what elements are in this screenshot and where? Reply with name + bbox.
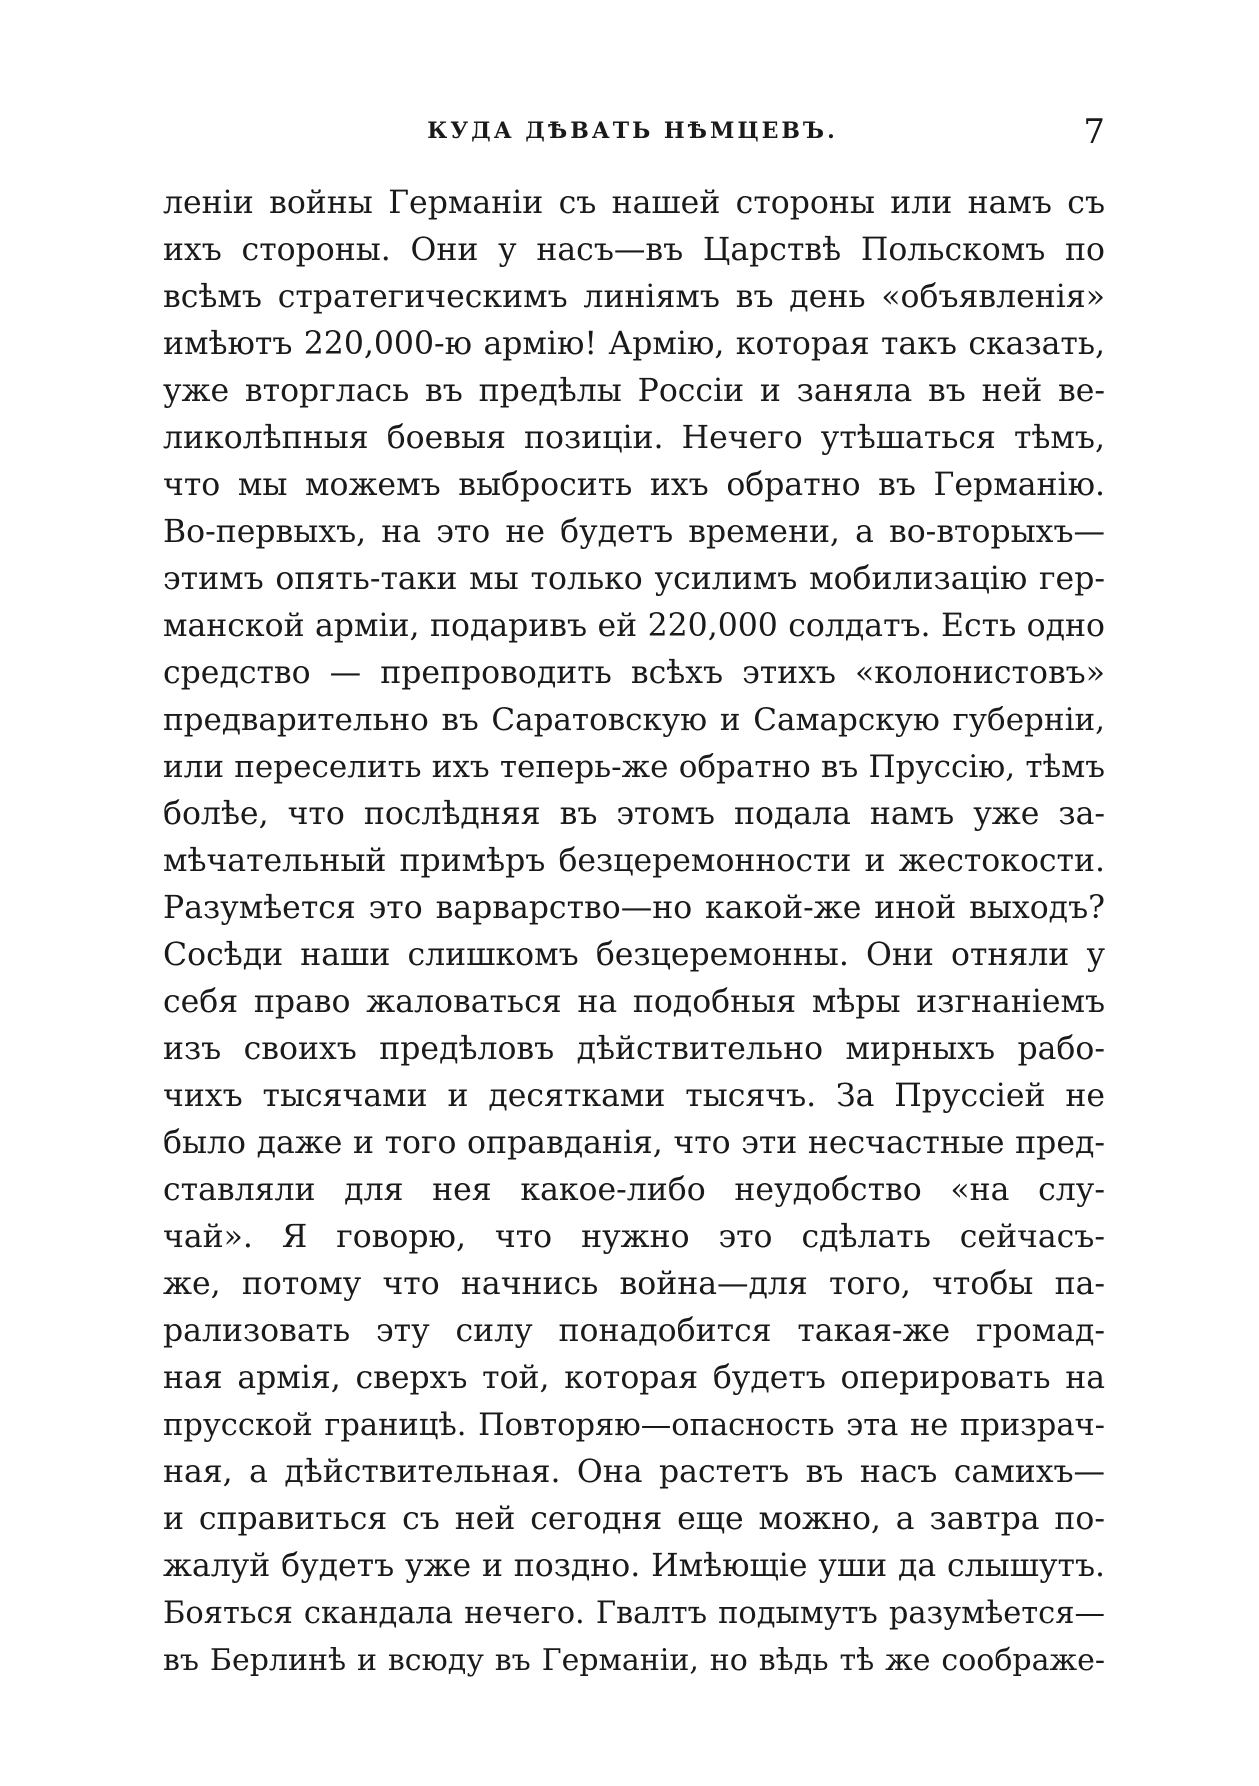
text-line: Сосѣди наши слишкомъ безцеремонны. Они отняли у (163, 937, 1105, 973)
text-line: и справиться съ ней сегодня еще можно, а завтра по- (163, 1501, 1105, 1537)
text-line: или переселить ихъ теперь-же обратно въ Пруссію, тѣмъ (163, 749, 1105, 785)
running-title: КУДА ДѢВАТЬ НѢМЦЕВЪ. (427, 118, 838, 144)
body-text (163, 180, 1105, 1684)
text-line: чай». Я говорю, что нужно это сдѣлать сейчасъ- (163, 1219, 1105, 1255)
text-line: же, потому что начнись война—для того, чтобы па- (163, 1266, 1105, 1302)
running-head (160, 112, 1105, 158)
text-line: ликолѣпныя боевыя позиціи. Нечего утѣшаться тѣмъ, (163, 420, 1105, 456)
text-line: изъ своихъ предѣловъ дѣйствительно мирныхъ рабо- (163, 1031, 1105, 1067)
text-line: предварительно въ Саратовскую и Самарскую губерніи, (163, 702, 1105, 738)
text-line: ставляли для нея какое-либо неудобство «на слу- (163, 1172, 1105, 1208)
text-line: ихъ стороны. Они у насъ—въ Царствѣ Польскомъ по (163, 232, 1105, 268)
text-line: Бояться скандала нечего. Гвалтъ подымутъ разумѣется— (163, 1596, 1105, 1631)
text-line: манской арміи, подаривъ ей 220,000 солдатъ. Есть одно (163, 608, 1105, 644)
text-line: Разумѣется это варварство—но какой-же иной выходъ? (163, 890, 1105, 926)
text-line: мѣчательный примѣръ безцеремонности и жестокости. (163, 843, 1105, 879)
text-line: было даже и того оправданія, что эти несчастные пред- (163, 1125, 1105, 1161)
text-line: средство — препроводить всѣхъ этихъ «колонистовъ» (163, 655, 1105, 691)
page-number: 7 (1083, 112, 1105, 152)
text-line: ная армія, сверхъ той, которая будетъ оперировать на (163, 1360, 1105, 1396)
text-line: леніи войны Германіи съ нашей стороны или намъ съ (163, 185, 1105, 221)
text-line: чихъ тысячами и десятками тысячъ. За Пруссіей не (163, 1078, 1105, 1114)
text-line: всѣмъ стратегическимъ линіямъ въ день «объявленія» (163, 279, 1105, 315)
text-line: въ Берлинѣ и всюду въ Германіи, но вѣдь тѣ же соображе- (163, 1643, 1105, 1678)
text-line: уже вторглась въ предѣлы Россіи и заняла въ ней ве- (163, 373, 1105, 409)
text-line: имѣютъ 220,000-ю армію! Армію, которая такъ сказать, (163, 326, 1105, 362)
text-line: прусской границѣ. Повторяю—опасность эта не призрач- (163, 1408, 1105, 1443)
text-line: этимъ опять-таки мы только усилимъ мобилизацію гер- (163, 561, 1105, 597)
text-line: ная, а дѣйствительная. Она растетъ въ насъ самихъ— (163, 1454, 1105, 1490)
text-line: что мы можемъ выбросить ихъ обратно въ Германію. (163, 467, 1105, 503)
text-line: себя право жаловаться на подобныя мѣры изгнаніемъ (163, 984, 1105, 1020)
text-line: рализовать эту силу понадобится такая-же громад- (163, 1313, 1105, 1349)
text-line: Во-первыхъ, на это не будетъ времени, а во-вторыхъ— (163, 514, 1105, 550)
text-line: болѣе, что послѣдняя въ этомъ подала намъ уже за- (163, 796, 1105, 832)
text-line: жалуй будетъ уже и поздно. Имѣющіе уши да слышутъ. (163, 1548, 1105, 1584)
